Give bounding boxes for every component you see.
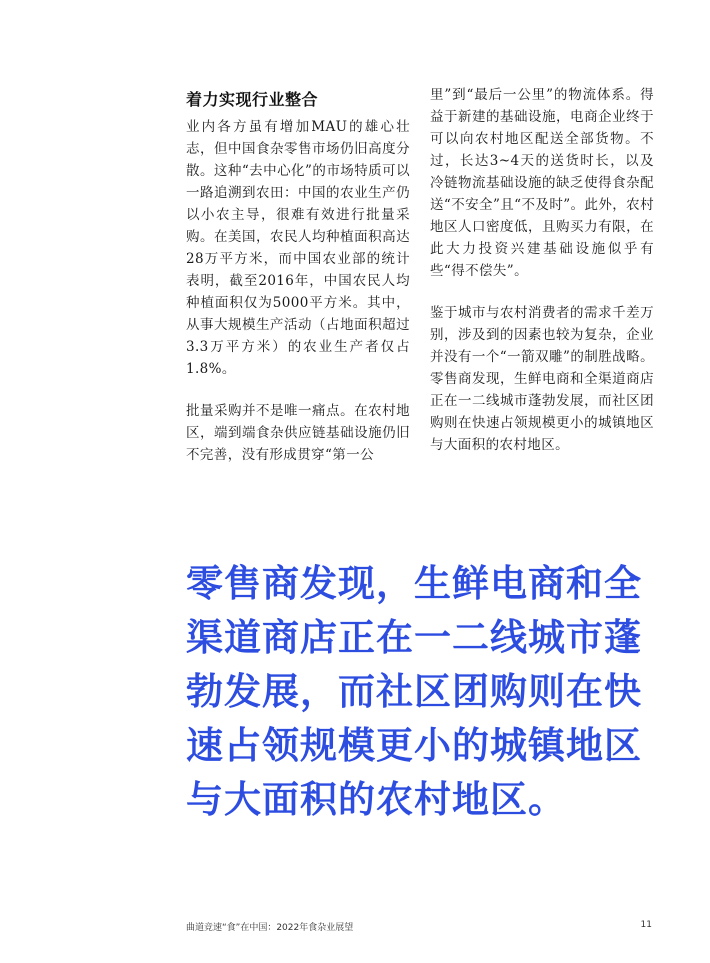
section-heading: 着力实现行业整合	[186, 90, 319, 109]
pull-quote: 零售商发现，生鲜电商和全渠道商店正在一二线城市蓬勃发展，而社区团购则在快速占领规模更小的城镇地区与大面积的农村地区。	[186, 561, 642, 821]
page-number: 11	[640, 920, 652, 930]
right-column	[430, 84, 654, 476]
left-column	[186, 84, 410, 486]
body-paragraph: 业内各方虽有增加MAU的雄心壮志，但中国食杂零售市场仍旧高度分散。这种“去中心化”的市场特质可以一路追溯到农田：中国的农业生产仍以小农主导，很难有效进行批量采购。在美国，农民人均种植面积高达28万平方米，而中国农业部的统计表明，截至2016年，中国农民人均种植面积仅为5000平方米。其中，从事大规模生产活动（占地面积超过3.3万平方米）的农业生产者仅占1.8%。	[186, 119, 410, 377]
body-paragraph: 鉴于城市与农村消费者的需求千差万别，涉及到的因素也较为复杂，企业并没有一个“一箭双雕”的制胜战略。零售商发现，生鲜电商和全渠道商店正在一二线城市蓬勃发展，而社区团购则在快速占领规模更小的城镇地区与大面积的农村地区。	[430, 305, 654, 453]
page-footer	[186, 920, 652, 933]
body-paragraph: 里”到“最后一公里”的物流体系。得益于新建的基础设施，电商企业终于可以向农村地区配送全部货物。不过，长达3~4天的送货时长，以及冷链物流基础设施的缺乏使得食杂配送“不安全”且“不及时”。此外，农村地区人口密度低，且购买力有限，在此大力投资兴建基础设施似乎有些“得不偿失”。	[430, 87, 654, 279]
body-paragraph: 批量采购并不是唯一痛点。在农村地区，端到端食杂供应链基础设施仍旧不完善，没有形成贯穿“第一公	[186, 403, 410, 463]
footer-title: 曲道竞速“食”在中国：2022年食杂业展望	[186, 923, 354, 933]
